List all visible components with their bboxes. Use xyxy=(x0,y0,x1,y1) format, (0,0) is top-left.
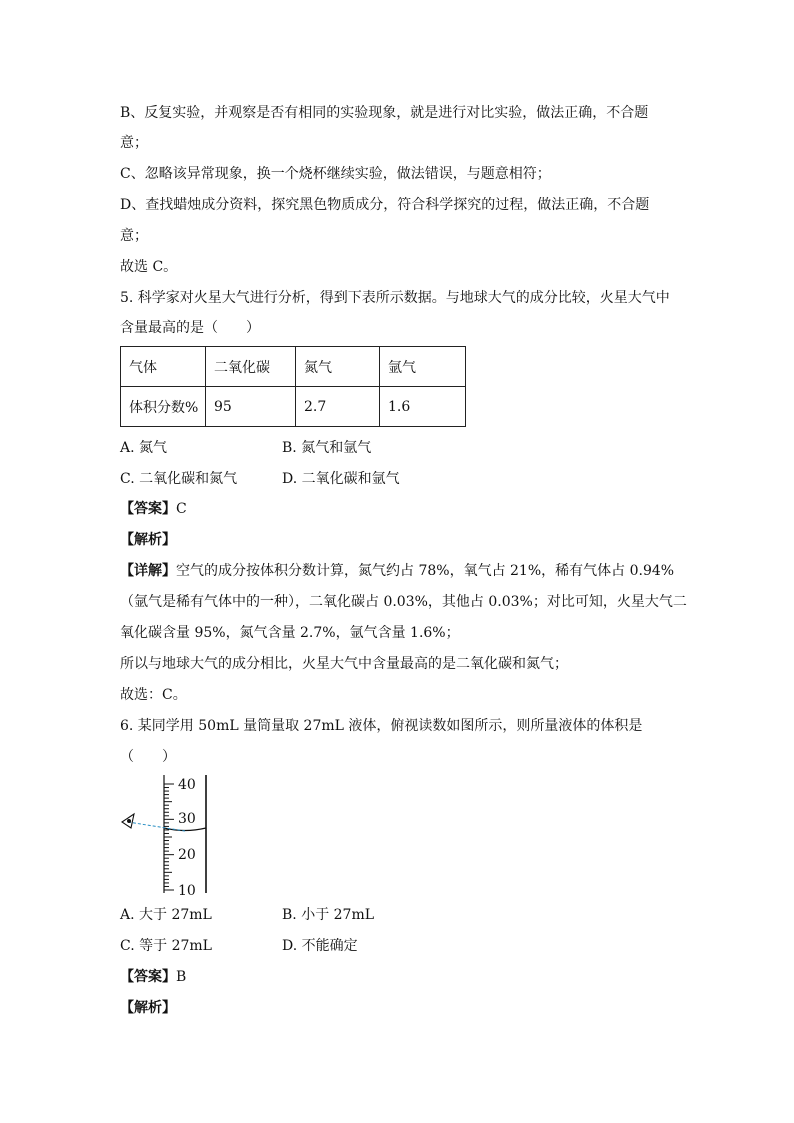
scale-label-10: 10 xyxy=(178,883,196,899)
q5-option-d: D. 二氧化碳和氩气 xyxy=(282,471,400,487)
prev-option-c-line: C、忽略该异常现象，换一个烧杯继续实验，做法错误，与题意相符； xyxy=(120,166,551,182)
table-cell: 氮气 xyxy=(296,347,380,387)
q6-option-d: D. 不能确定 xyxy=(282,938,358,954)
scale-label-20: 20 xyxy=(178,847,196,863)
table-cell: 气体 xyxy=(121,347,206,387)
q5-gas-table xyxy=(120,346,466,427)
table-row xyxy=(121,387,466,427)
table-cell: 体积分数% xyxy=(121,387,206,427)
q6-stem-line2: （ ） xyxy=(120,749,176,765)
q5-option-b: B. 氮气和氩气 xyxy=(282,440,372,456)
eye-icon xyxy=(122,814,134,828)
q5-option-c: C. 二氧化碳和氮气 xyxy=(120,471,238,487)
q5-stem-line2: 含量最高的是（ ） xyxy=(120,320,260,336)
scale-label-30: 30 xyxy=(178,811,196,827)
q5-analysis-label: 【解析】 xyxy=(120,532,176,548)
q6-option-c: C. 等于 27mL xyxy=(120,938,212,954)
prev-option-d-line2: 意； xyxy=(120,228,148,244)
q5-stem-line1: 5. 科学家对火星大气进行分析，得到下表所示数据。与地球大气的成分比较，火星大气中 xyxy=(120,290,670,306)
q5-option-a: A. 氮气 xyxy=(120,440,168,456)
prev-option-b-line2: 意； xyxy=(120,135,148,151)
table-cell: 2.7 xyxy=(296,387,380,427)
detail-text: 空气的成分按体积分数计算，氮气约占 78%，氧气占 21%，稀有气体占 0.94% xyxy=(176,563,675,579)
q6-option-a: A. 大于 27mL xyxy=(120,907,212,923)
q6-analysis-label: 【解析】 xyxy=(120,1000,176,1016)
q6-answer xyxy=(120,967,186,987)
q5-conclusion: 故选：C。 xyxy=(120,687,187,703)
answer-label: 【答案】 xyxy=(120,969,176,985)
q5-detail-line4: 所以与地球大气的成分相比，火星大气中含量最高的是二氧化碳和氮气； xyxy=(120,656,568,672)
answer-label: 【答案】 xyxy=(120,501,176,517)
q5-detail-line2: （氩气是稀有气体中的一种），二氧化碳占 0.03%，其他占 0.03%；对比可知，火星大气二 xyxy=(120,594,687,610)
table-cell: 95 xyxy=(206,387,296,427)
table-cell: 氩气 xyxy=(380,347,466,387)
q5-detail-line1 xyxy=(120,561,674,581)
detail-label: 【详解】 xyxy=(120,563,176,579)
scale-label-40: 40 xyxy=(178,777,196,793)
table-cell: 二氧化碳 xyxy=(206,347,296,387)
q6-stem-line1: 6. 某同学用 50mL 量筒量取 27mL 液体，俯视读数如图所示，则所量液体的体积是 xyxy=(120,718,643,734)
prev-option-d-line1: D、查找蜡烛成分资料，探究黑色物质成分，符合科学探究的过程，做法正确，不合题 xyxy=(120,197,650,213)
answer-value: B xyxy=(176,969,187,985)
prev-option-b-line1: B、反复实验，并观察是否有相同的实验现象，就是进行对比实验，做法正确，不合题 xyxy=(120,105,649,121)
table-cell: 1.6 xyxy=(380,387,466,427)
q5-detail-line3: 氧化碳含量 95%，氮气含量 2.7%，氩气含量 1.6%； xyxy=(120,625,460,641)
answer-value: C xyxy=(176,501,187,517)
q6-option-b: B. 小于 27mL xyxy=(282,907,375,923)
table-header-row xyxy=(121,347,466,387)
graduated-cylinder-figure xyxy=(112,770,222,900)
prev-conclusion: 故选 C。 xyxy=(120,259,178,275)
q5-answer xyxy=(120,499,187,519)
